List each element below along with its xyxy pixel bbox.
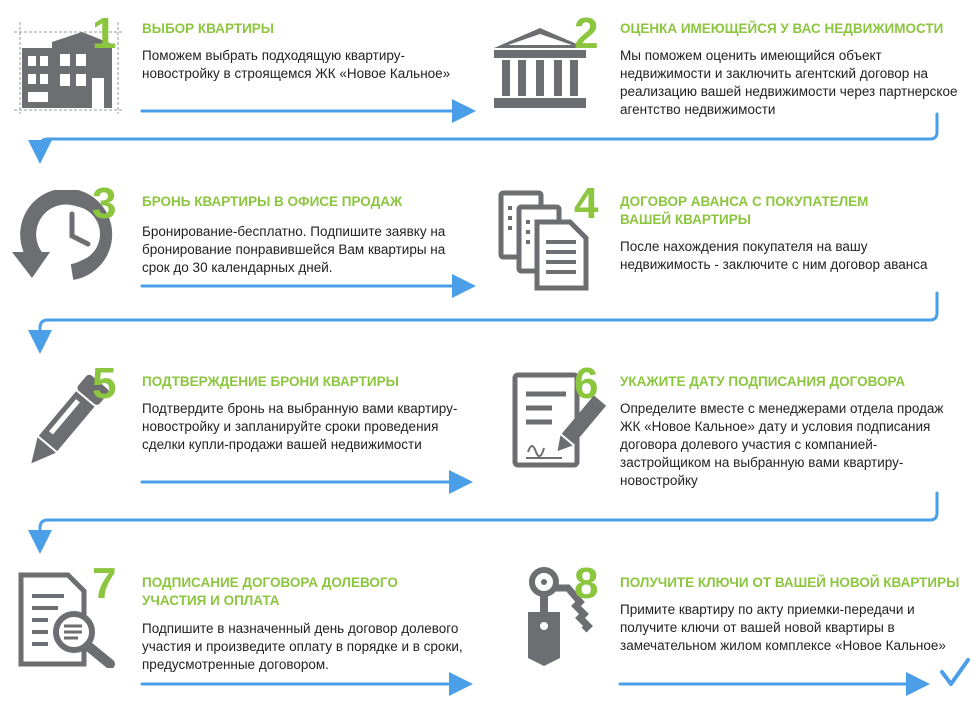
step-number: 7 (92, 559, 117, 608)
flow-return-2-3 (40, 139, 620, 158)
flow-return-4-5 (40, 320, 620, 348)
step-title: ВЫБОР КВАРТИРЫ (142, 21, 274, 36)
step-description: После нахождения покупателя на вашу недвижимость - заключите с ним договор аванса (620, 239, 928, 272)
step-title: БРОНЬ КВАРТИРЫ В ОФИСЕ ПРОДАЖ (142, 194, 403, 209)
step-number: 6 (574, 359, 599, 408)
flow-return-6-7 (40, 520, 620, 548)
step-title: ДОГОВОР АВАНСА С ПОКУПАТЕЛЕМ ВАШЕЙ КВАРТИРЫ (620, 194, 869, 227)
step-title: ОЦЕНКА ИМЕЮЩЕЙСЯ У ВАС НЕДВИЖИМОСТИ (620, 21, 944, 36)
step-description: Подпишите в назначенный день договор долевого участия и произведите оплату в порядке и в сроки, предусмотренные договором. (142, 621, 463, 672)
step-description: Поможем выбрать подходящую квартиру-новостройку в строящемся ЖК «Новое Кальное» (142, 48, 451, 81)
checkmark-icon (942, 660, 968, 684)
step-number: 2 (574, 9, 599, 58)
step-description: Мы поможем оценить имеющийся объект недвижимости и заключить агентский договор на реализацию вашей недвижимости через партнерское агентство недвижимости (620, 48, 958, 117)
step-title: ПОДПИСАНИЕ ДОГОВОРА ДОЛЕВОГО УЧАСТИЯ И ОПЛАТА (142, 575, 398, 608)
step-number: 4 (574, 179, 599, 228)
step-description: Примите квартиру по акту приемки-передачи и получите ключи от вашей новой квартиры в замечательном жилом комплексе «Новое Кальное» (620, 602, 946, 653)
step-number: 3 (92, 179, 117, 228)
step-description: Подтвердите бронь на выбранную вами квартиру-новостройку и запланируйте сроки проведения сделки купли-продажи вашей недвижимости (142, 401, 458, 452)
step-title: ПОЛУЧИТЕ КЛЮЧИ ОТ ВАШЕЙ НОВОЙ КВАРТИРЫ (620, 575, 960, 590)
step-number: 1 (92, 9, 117, 58)
step-description: Определите вместе с менеджерами отдела продаж ЖК «Новое Кальное» дату и условия подписания договора долевого участия с компанией-застройщиком на выбранную вами квартиру-новостройку (620, 401, 944, 488)
flow-line-6-down (620, 493, 937, 520)
step-description: Бронирование-бесплатно. Подпишите заявку на бронирование понравившейся Вам квартиры на срок до 30 календарных дней. (142, 224, 446, 275)
step-title: УКАЖИТЕ ДАТУ ПОДПИСАНИЯ ДОГОВОРА (620, 374, 906, 389)
step-title: ПОДТВЕРЖДЕНИЕ БРОНИ КВАРТИРЫ (142, 374, 399, 389)
step-number: 8 (574, 559, 599, 608)
flow-line-4-down (620, 293, 937, 320)
step-number: 5 (92, 359, 117, 408)
